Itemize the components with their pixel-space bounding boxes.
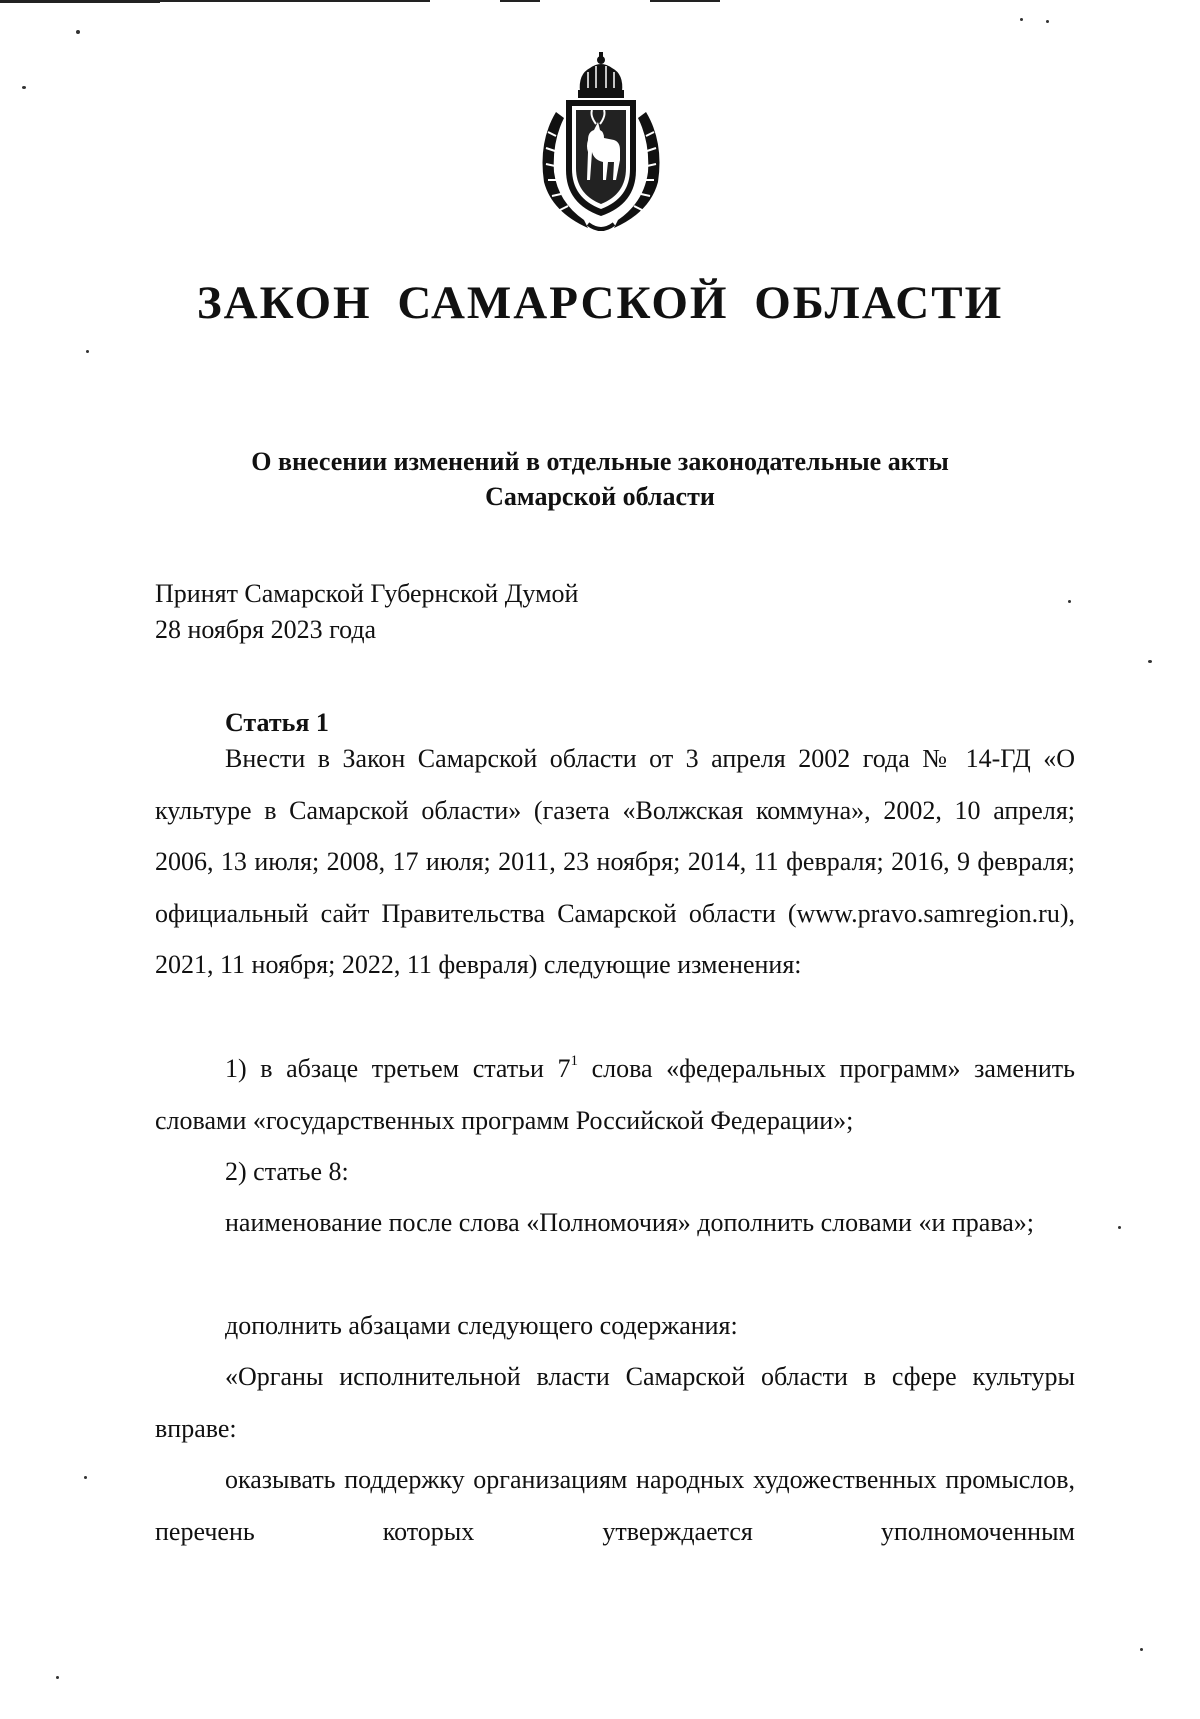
- article-intro-paragraph: Внести в Закон Самарской области от 3 апреля 2002 года № 14-ГД «О культуре в Самарской области» (газета «Волжская коммуна», 2002, 10 апреля; 2006, 13 июля; 2008, 17 июля; 2011, 23 ноября; 2014, 11 февраля; 2016, 9 февраля; официальный сайт Правительства Самарской области (www.pravo.samregion.ru), 2021, 11 ноября; 2022, 11 февраля) следующие изменения:: [155, 744, 1075, 979]
- scan-edge-artifact: [0, 0, 160, 3]
- scan-speck: [76, 30, 80, 34]
- superscript: 1: [570, 1053, 579, 1070]
- scan-speck: [1068, 600, 1071, 603]
- scan-speck: [1046, 20, 1049, 23]
- law-title: ЗАКОН САМАРСКОЙ ОБЛАСТИ: [196, 277, 1004, 329]
- subtitle-line: О внесении изменений в отдельные законодательные акты: [251, 447, 949, 476]
- amendment-item-1-text: 1) в абзаце третьем статьи 7: [225, 1054, 571, 1083]
- scan-speck: [1020, 18, 1023, 21]
- scan-speck: [1140, 1648, 1143, 1651]
- amendment-item-1-text-cont: слова «федеральных программ» заменить словами «государственных программ Российской Федерации»;: [155, 1054, 1075, 1135]
- amendment-item-2-a: наименование после слова «Полномочия» дополнить словами «и права»;: [225, 1208, 1035, 1237]
- scan-speck: [56, 1676, 59, 1679]
- adoption-body: Принят Самарской Губернской Думой: [155, 579, 579, 608]
- crown-icon: [578, 52, 624, 98]
- law-subtitle: [0, 444, 1200, 514]
- subtitle-line: Самарской области: [485, 482, 715, 511]
- article-heading: Статья 1: [225, 708, 329, 737]
- amendment-item-1: [155, 1043, 1075, 1146]
- adoption-info: [155, 576, 578, 648]
- amendment-item-2-d: оказывать поддержку организациям народных художественных промыслов, перечень которых утверждается уполномоченным: [155, 1465, 1075, 1546]
- scan-speck: [22, 86, 26, 89]
- scan-edge-artifact: [500, 0, 540, 2]
- amendment-item-2: 2) статье 8:: [225, 1157, 349, 1186]
- adoption-date: 28 ноября 2023 года: [155, 615, 377, 644]
- amendment-item-2-c: «Органы исполнительной власти Самарской области в сфере культуры вправе:: [155, 1362, 1075, 1443]
- amendment-item-2-b: дополнить абзацами следующего содержания:: [225, 1311, 738, 1340]
- scan-edge-artifact: [650, 0, 720, 2]
- scan-speck: [84, 1476, 87, 1479]
- scan-edge-artifact: [160, 0, 430, 2]
- coat-of-arms-emblem: [528, 52, 674, 236]
- scan-speck: [1148, 660, 1152, 663]
- scan-speck: [1118, 1226, 1121, 1229]
- scan-speck: [86, 350, 89, 353]
